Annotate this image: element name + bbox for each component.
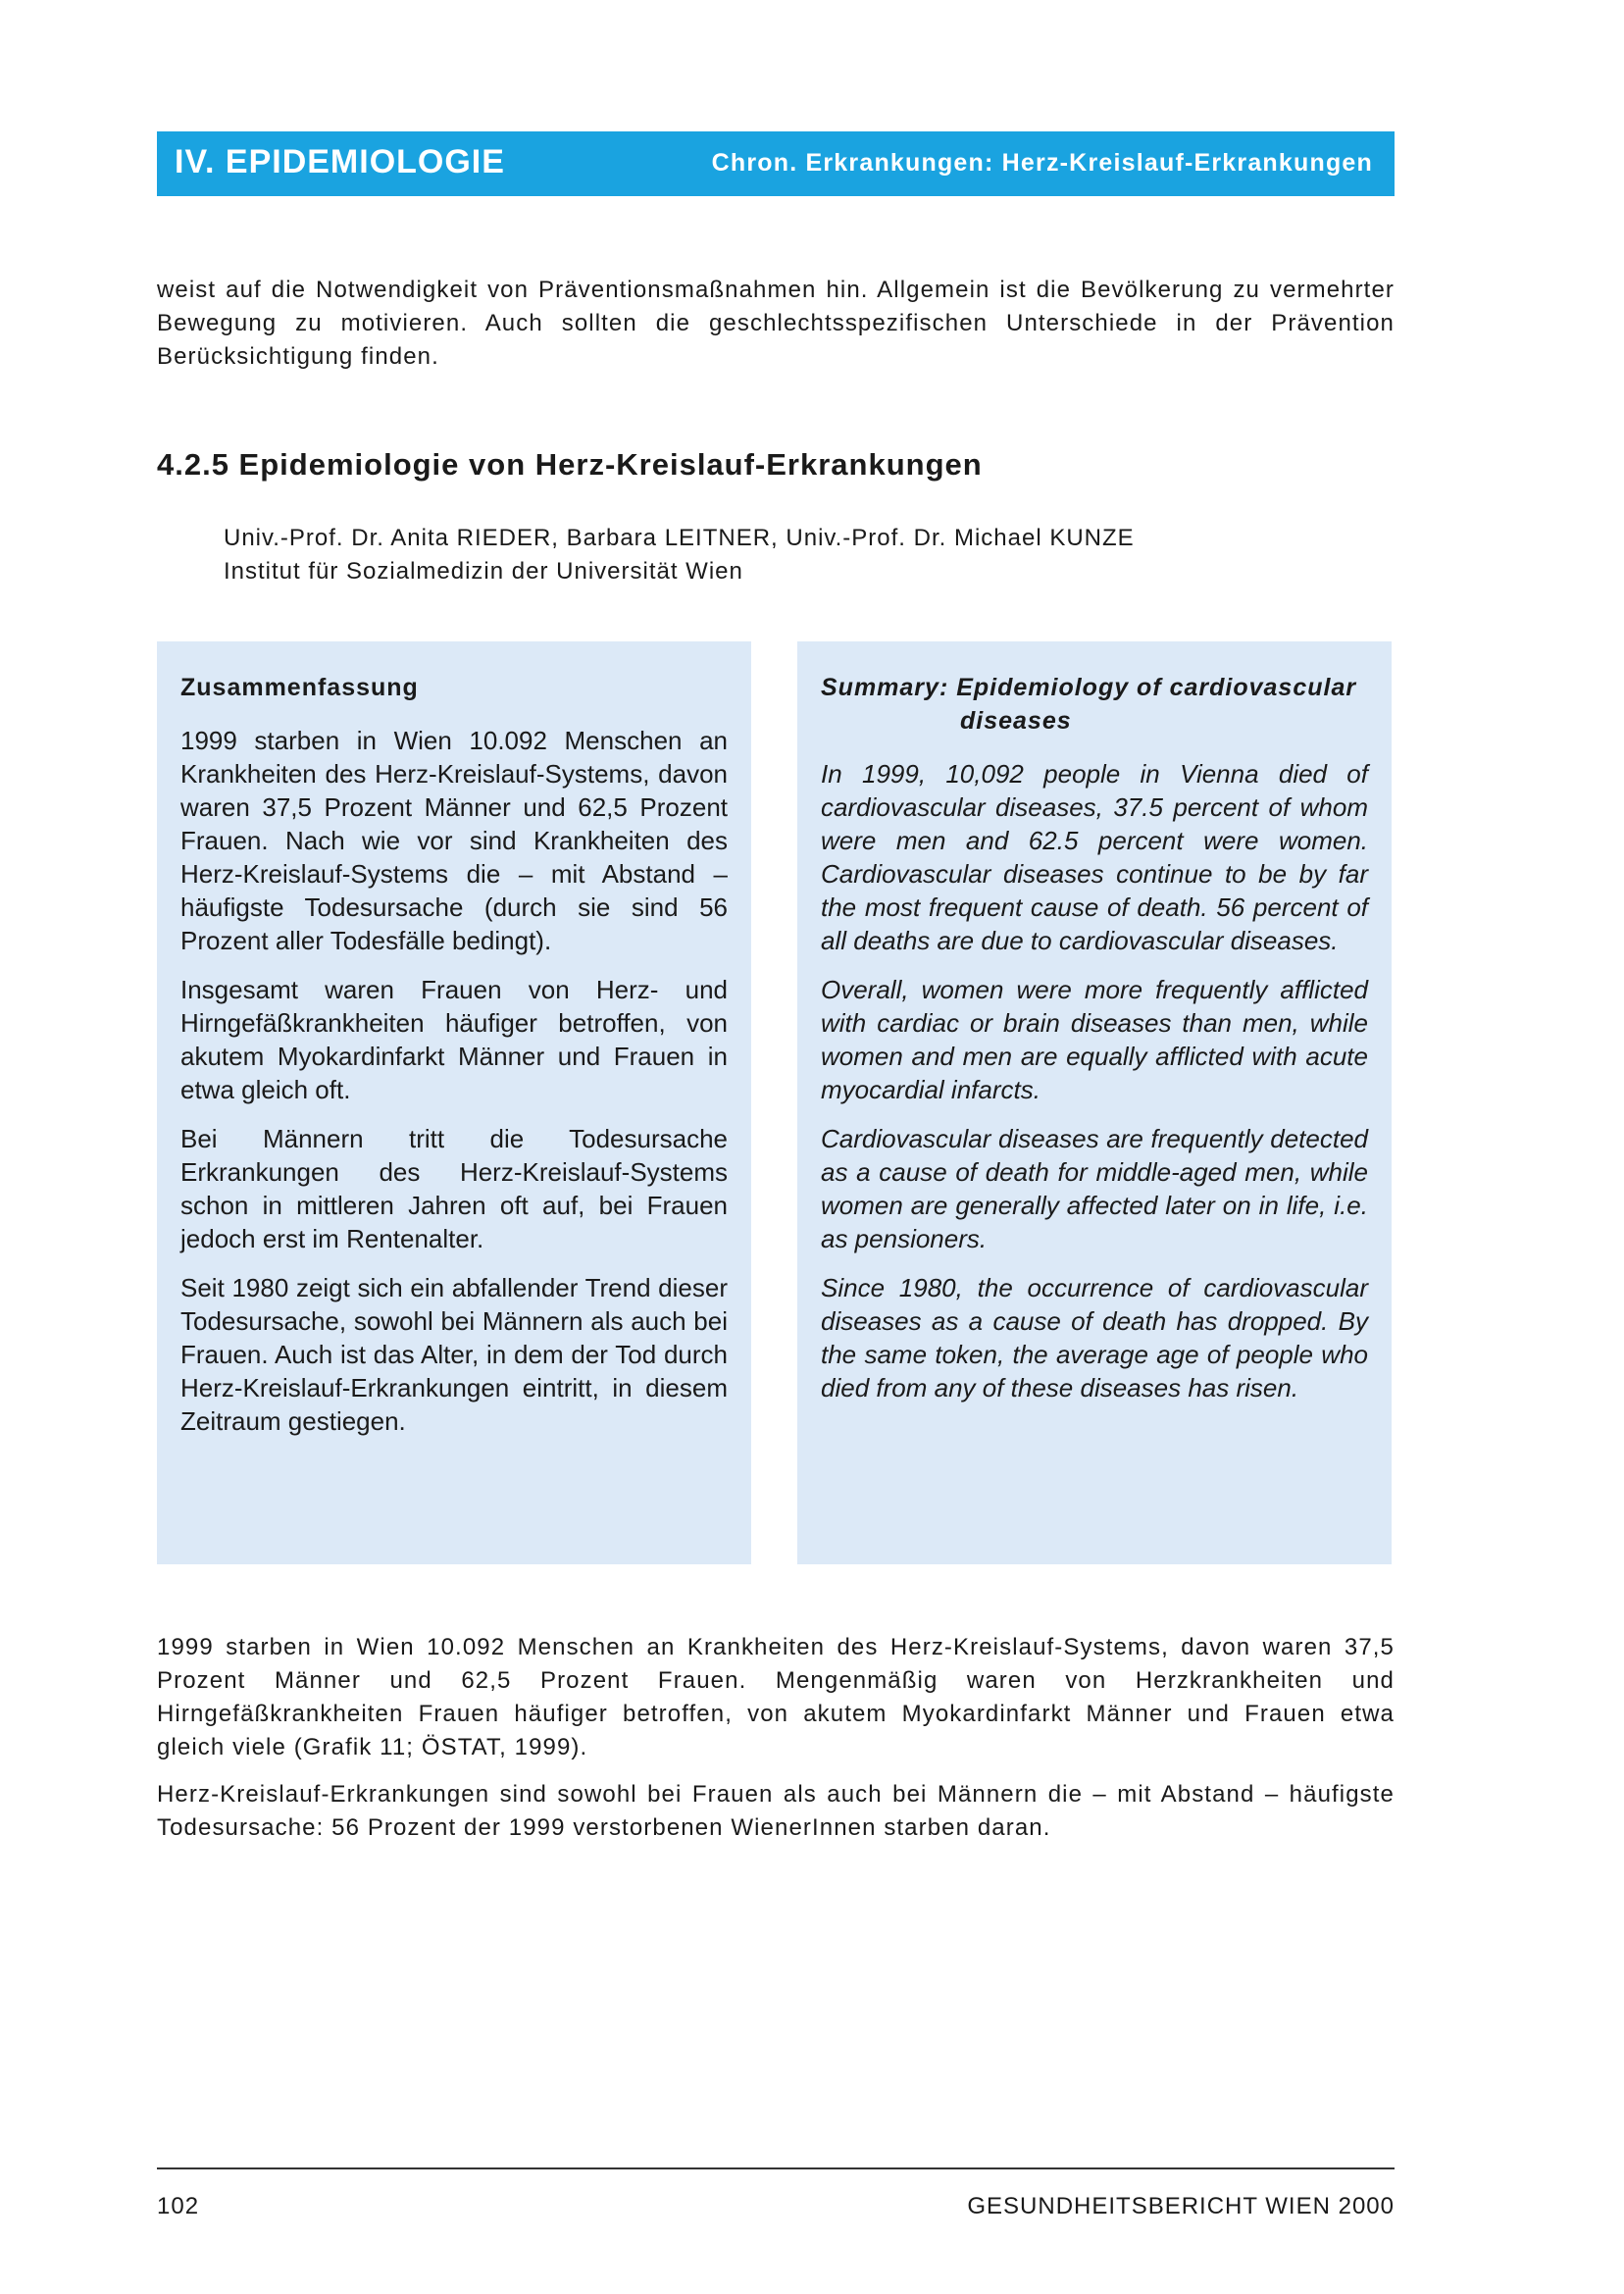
summary-english-paragraph: Cardiovascular diseases are frequently detected as a cause of death for middle-aged men, while women are generally affected later on in life, i.e. as pensioners. bbox=[821, 1124, 1368, 1253]
summary-english-paragraph: Overall, women were more frequently afflicted with cardiac or brain diseases than men, while women and men are equally afflicted with acute myocardial infarcts. bbox=[821, 975, 1368, 1104]
summary-english-title bbox=[821, 671, 1368, 738]
summary-german-paragraph: Insgesamt waren Frauen von Herz- und Hirngefäßkrankheiten häufiger betroffen, von akutem Myokardinfarkt Männer und Frauen in etwa gleich oft. bbox=[180, 975, 728, 1104]
body-paragraph: 1999 starben in Wien 10.092 Menschen an Krankheiten des Herz-Kreislauf-Systems, davon waren 37,5 Prozent Männer und 62,5 Prozent Frauen. Mengenmäßig waren von Herzkrankheiten und Hirngefäßkrankheiten Frauen häufiger betroffen, von akutem Myokardinfarkt Männer und Frauen etwa gleich viele (Grafik 11; ÖSTAT, 1999). bbox=[157, 1634, 1395, 1760]
chapter-topic: Chron. Erkrankungen: Herz-Kreislauf-Erkrankungen bbox=[711, 149, 1373, 177]
summary-english-paragraph: In 1999, 10,092 people in Vienna died of cardiovascular diseases, 37.5 percent of whom were men and 62.5 percent were women. Cardiovascular diseases continue to be by far the most frequent cause of death. 56 percent of all deaths are due to cardiovascular diseases. bbox=[821, 759, 1368, 955]
summary-german-paragraph: Bei Männern tritt die Todesursache Erkrankungen des Herz-Kreislauf-Systems schon in mittleren Jahren oft auf, bei Frauen jedoch erst im Rentenalter. bbox=[180, 1124, 728, 1253]
page-number: 102 bbox=[157, 2193, 200, 2219]
summary-english-paragraph: Since 1980, the occurrence of cardiovascular diseases as a cause of death has dropped. By the same token, the average age of people who died from any of these diseases has risen. bbox=[821, 1273, 1368, 1402]
publication-title: GESUNDHEITSBERICHT WIEN 2000 bbox=[967, 2193, 1395, 2219]
intro-paragraph: weist auf die Notwendigkeit von Präventionsmaßnahmen hin. Allgemein ist die Bevölkerung zu vermehrter Bewegung zu motivieren. Auch sollten die geschlechtsspezifischen Unterschiede in der Prävention Berücksichtigung finden. bbox=[157, 277, 1395, 370]
footer-divider bbox=[157, 2167, 1395, 2169]
summary-german-title: Zusammenfassung bbox=[180, 674, 419, 701]
summary-english-title-line1: Summary: Epidemiology of cardiovascular bbox=[821, 674, 1357, 701]
chapter-title: IV. EPIDEMIOLOGIE bbox=[175, 143, 505, 180]
summary-german-box bbox=[157, 641, 751, 1564]
summary-english-title-line2: diseases bbox=[960, 707, 1072, 735]
authors: Univ.-Prof. Dr. Anita RIEDER, Barbara LEITNER, Univ.-Prof. Dr. Michael KUNZE bbox=[224, 525, 1135, 551]
institute: Institut für Sozialmedizin der Universität Wien bbox=[224, 558, 743, 585]
summary-english-box bbox=[797, 641, 1392, 1564]
body-paragraph: Herz-Kreislauf-Erkrankungen sind sowohl bei Frauen als auch bei Männern die – mit Abstand – häufigste Todesursache: 56 Prozent der 1999 verstorbenen WienerInnen starben daran. bbox=[157, 1781, 1395, 1841]
summary-german-paragraph: 1999 starben in Wien 10.092 Menschen an Krankheiten des Herz-Kreislauf-Systems, davon waren 37,5 Prozent Männer und 62,5 Prozent Frauen. Nach wie vor sind Krankheiten des Herz-Kreislauf-Systems die – mit Abstand – häufigste Todesursache (durch sie sind 56 Prozent aller Todesfälle bedingt). bbox=[180, 726, 728, 955]
author-block bbox=[224, 522, 1135, 588]
section-title: 4.2.5 Epidemiologie von Herz-Kreislauf-Erkrankungen bbox=[157, 447, 983, 482]
chapter-header-bar bbox=[157, 131, 1395, 196]
summary-german-paragraph: Seit 1980 zeigt sich ein abfallender Trend dieser Todesursache, sowohl bei Männern als auch bei Frauen. Auch ist das Alter, in dem der Tod durch Herz-Kreislauf-Erkrankungen eintritt, in diesem Zeitraum gestiegen. bbox=[180, 1273, 728, 1436]
